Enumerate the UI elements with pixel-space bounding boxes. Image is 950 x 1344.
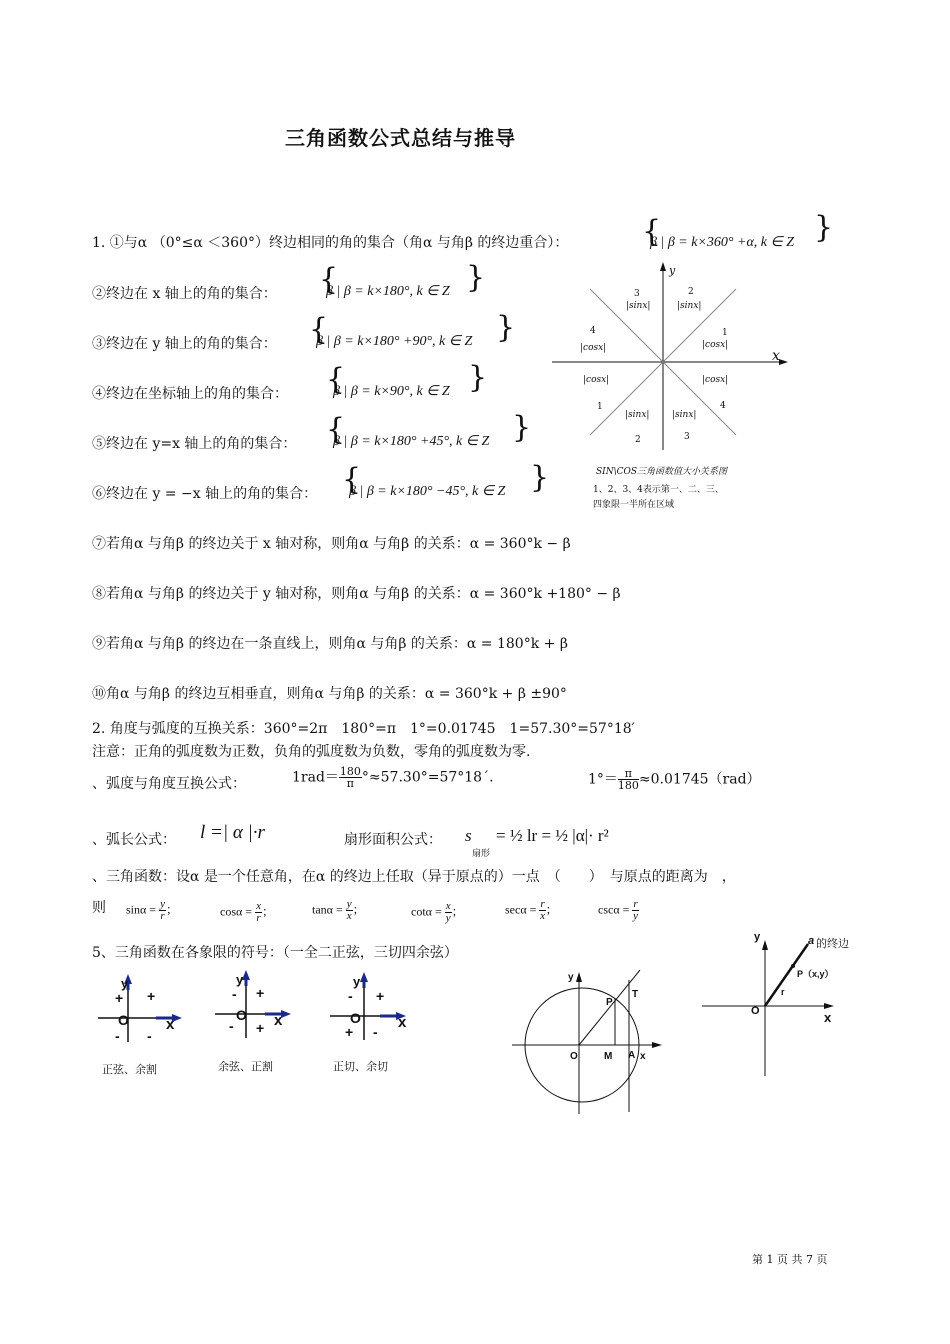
csc-num: r (633, 898, 638, 910)
conv-a (292, 766, 494, 789)
page-title: 三角函数公式总结与推导 (285, 126, 516, 150)
line-1-text: 1. ①与α （0°≤α ＜360°）终边相同的角的集合（角α 与角β 的终边重合）： (92, 235, 569, 251)
sd1-o: O (118, 1012, 129, 1028)
brace-close-6: } (530, 460, 550, 495)
formula-2: β | β = k×180°, k ∈ Z (326, 284, 450, 299)
arc-label: 、弧长公式： (92, 832, 176, 848)
sin-den: r (160, 910, 165, 922)
cos-label: cosα = (220, 904, 253, 919)
brace-close-2: } (466, 260, 486, 295)
cos-num: x (256, 900, 261, 912)
sd1-y: y (121, 976, 129, 991)
sd3-caption: 正切、余切 (333, 1060, 388, 1073)
quad-sinx-ll: |sinx| (625, 410, 650, 420)
cot-def: cotα = $\frac{x}{y}$ ； (411, 900, 464, 924)
csc-def (598, 899, 639, 922)
formula-1: β | β = k×360° +α, k ∈ Z (650, 235, 794, 250)
uc-a: A (628, 1050, 636, 1061)
sector-label: 扇形面积公式： (344, 832, 442, 848)
csc-den: y (633, 910, 638, 922)
note: 注意：正角的弧度数为正数，负角的弧度数为负数，零角的弧度数为零. (92, 744, 531, 760)
quadrant-diagram (550, 262, 790, 462)
sd2-q3: - (229, 1018, 234, 1034)
line-5: ⑤终边在 y=x 轴上的角的集合： (92, 436, 297, 452)
line-4: ④终边在坐标轴上的角的集合： (92, 386, 288, 402)
line-8: ⑧若角α 与角β 的终边关于 y 轴对称，则角α 与角β 的关系：α = 360°k +180° − β (92, 586, 621, 602)
conv-b-pre: 1°＝ (588, 771, 618, 788)
trig-then: 则 (92, 900, 106, 916)
quad-num-2b: 2 (635, 435, 641, 445)
section-5: 5、三角函数在各象限的符号：（一全二正弦，三切四余弦） (92, 945, 458, 961)
sin-num: y (160, 898, 165, 910)
page-footer: 第 1 页 共 7 页 (752, 1253, 828, 1266)
sin-def: sinα = $\frac{y}{r}$ ； (126, 898, 178, 922)
uc-m: M (604, 1051, 613, 1062)
quad-num-4a: 4 (590, 326, 596, 336)
formula-4: β | β = k×90°, k ∈ Z (333, 384, 450, 399)
sd1-caption: 正弦、余割 (102, 1063, 157, 1076)
cot-frac (445, 901, 452, 924)
quad-cosx-ur: |cosx| (702, 340, 729, 350)
uc-o: O (570, 1051, 578, 1062)
sd1-q1: + (147, 988, 156, 1004)
cos-den: r (256, 912, 261, 924)
brace-open-4: { (326, 362, 346, 397)
line-6: ⑥终边在 y = −x 轴上的角的集合： (92, 486, 318, 502)
csc-label: cscα = (598, 902, 630, 917)
formula-3: β | β = k×180° +90°, k ∈ Z (316, 334, 473, 349)
sd2-o: O (236, 1007, 247, 1023)
sd2-x: x (274, 1012, 283, 1029)
sd2-q2: - (232, 986, 237, 1002)
quad-sinx-ur: |sinx| (677, 301, 702, 311)
conv-a-frac (339, 766, 362, 789)
term-r: r (781, 987, 785, 997)
quad-num-1b: 1 (597, 402, 603, 412)
conv-a-post: °≈57.30°=57°18ˊ. (361, 769, 494, 786)
sec-num: r (540, 898, 545, 910)
term-a: a (808, 935, 815, 947)
quad-cosx-ll: |cosx| (583, 375, 610, 385)
uc-y: y (568, 972, 574, 983)
term-o: O (751, 1005, 760, 1017)
conv-a-den: π (346, 777, 355, 790)
conv-b (588, 768, 761, 791)
conv-a-pre: 1rad＝ (292, 769, 339, 786)
brace-close-3: } (496, 310, 516, 345)
sd3-q2: - (348, 988, 353, 1004)
cos-frac (255, 901, 262, 924)
term-y: y (754, 931, 761, 943)
tan-frac (346, 899, 353, 922)
quad-num-4b: 4 (720, 401, 726, 411)
sd3-q3: + (345, 1024, 354, 1040)
formula-5: β | β = k×180° +45°, k ∈ Z (333, 434, 490, 449)
sd3-o: O (350, 1010, 361, 1026)
quad-caption-3: 四象限一半所在区域 (593, 500, 675, 510)
term-x: x (824, 1010, 832, 1025)
uc-p: P (606, 997, 613, 1008)
brace-open-2: { (319, 262, 339, 297)
line-7: ⑦若角α 与角β 的终边关于 x 轴对称，则角α 与角β 的关系：α = 360°k − β (92, 536, 571, 552)
conv-label: 、弧度与角度互换公式： (92, 776, 246, 792)
cos-def: cosα = $\frac{x}{r}$ ； (220, 900, 274, 924)
brace-open-3: { (309, 312, 329, 347)
quad-num-1a: 1 (722, 328, 728, 338)
sd1-q2: + (115, 990, 124, 1006)
quad-caption-1: SIN\COS三角函数值大小关系图 (596, 467, 728, 477)
conv-b-frac (618, 768, 639, 791)
brace-open-6: { (342, 462, 362, 497)
sin-label: sinα = (126, 902, 157, 917)
line-10: ⑩角α 与角β 的终边互相垂直，则角α 与角β 的关系：α = 360°k + β ±90° (92, 686, 567, 702)
conv-b-post: ≈0.01745（rad） (638, 771, 761, 788)
line-1 (92, 232, 568, 252)
line-2: ②终边在 x 轴上的角的集合： (92, 286, 277, 302)
sec-label: secα = (505, 902, 537, 917)
sector-sub: 扇形 (472, 849, 491, 859)
unit-circle-diagram (512, 966, 682, 1116)
sec-frac (539, 899, 545, 922)
quad-num-3b: 3 (684, 432, 690, 442)
quad-x-label: x (772, 348, 780, 364)
quad-caption-2: 1、2、3、4表示第一、二、三、 (593, 485, 724, 495)
quad-cosx-ul: |cosx| (580, 343, 607, 353)
sd2-q4: + (256, 1020, 265, 1036)
formula-6: β | β = k×180° −45°, k ∈ Z (349, 484, 506, 499)
conv-b-num: π (618, 768, 639, 780)
sd3-y: y (353, 974, 361, 989)
quad-y-label: y (669, 264, 676, 277)
sec-den: x (540, 910, 545, 922)
cot-label: cotα = (411, 904, 442, 919)
line-9: ⑨若角α 与角β 的终边在一条直线上，则角α 与角β 的关系：α = 180°k + β (92, 636, 568, 652)
sd2-y: y (236, 972, 244, 987)
sd2-q1: + (256, 985, 265, 1001)
sd3-q1: + (376, 988, 385, 1004)
term-p: P（x,y） (797, 969, 834, 979)
cot-num: x (445, 900, 451, 912)
sign-diagram-sin (96, 980, 186, 1050)
quad-sinx-ul: |sinx| (626, 301, 651, 311)
sd3-x: x (398, 1014, 407, 1031)
brace-close-5: } (512, 410, 532, 445)
conv-b-den: 180 (617, 779, 639, 792)
sector-s: s (465, 826, 472, 845)
arc-formula: l =| α |·r (200, 822, 265, 843)
sin-frac (159, 899, 166, 922)
section-2: 2. 角度与弧度的互换关系：360°=2π 180°=π 1°=0.01745 1=57.30°=57°18′ (92, 721, 635, 737)
uc-x: x (640, 1051, 646, 1062)
sec-def: secα = $\frac{r}{x}$ ； (505, 898, 558, 922)
sd3-q4: - (373, 1024, 378, 1040)
cot-den: y (445, 912, 451, 924)
conv-a-num: 180 (339, 765, 361, 778)
term-a-text: 的终边 (816, 937, 849, 950)
terminal-side-diagram (702, 938, 842, 1078)
sd1-x: x (166, 1016, 175, 1033)
sector-formula: = ½ lr = ½ |α|· r² (496, 826, 609, 845)
brace-open-1: { (642, 214, 662, 249)
quad-cosx-lr: |cosx| (702, 375, 729, 385)
quad-num-3a: 3 (634, 289, 640, 299)
tan-num: y (346, 898, 352, 910)
uc-t: T (632, 989, 639, 1000)
quad-num-2a: 2 (688, 287, 694, 297)
tan-label: tanα = (312, 902, 343, 917)
sd1-q4: - (147, 1028, 152, 1044)
tan-def: tanα = $\frac{y}{x}$ ； (312, 898, 365, 922)
quad-sinx-lr: |sinx| (672, 410, 697, 420)
brace-close-1: } (814, 210, 834, 245)
trig-definition: 、三角函数：设α 是一个任意角，在α 的终边上任取（异于原点的）一点 （ ） 与原点的距离为 ， (92, 869, 736, 885)
csc-frac (632, 899, 638, 922)
sd2-caption: 余弦、正割 (218, 1060, 273, 1073)
line-3: ③终边在 y 轴上的角的集合： (92, 336, 277, 352)
sd1-q3: - (115, 1028, 120, 1044)
brace-close-4: } (468, 360, 488, 395)
tan-den: x (346, 910, 352, 922)
brace-open-5: { (326, 412, 346, 447)
